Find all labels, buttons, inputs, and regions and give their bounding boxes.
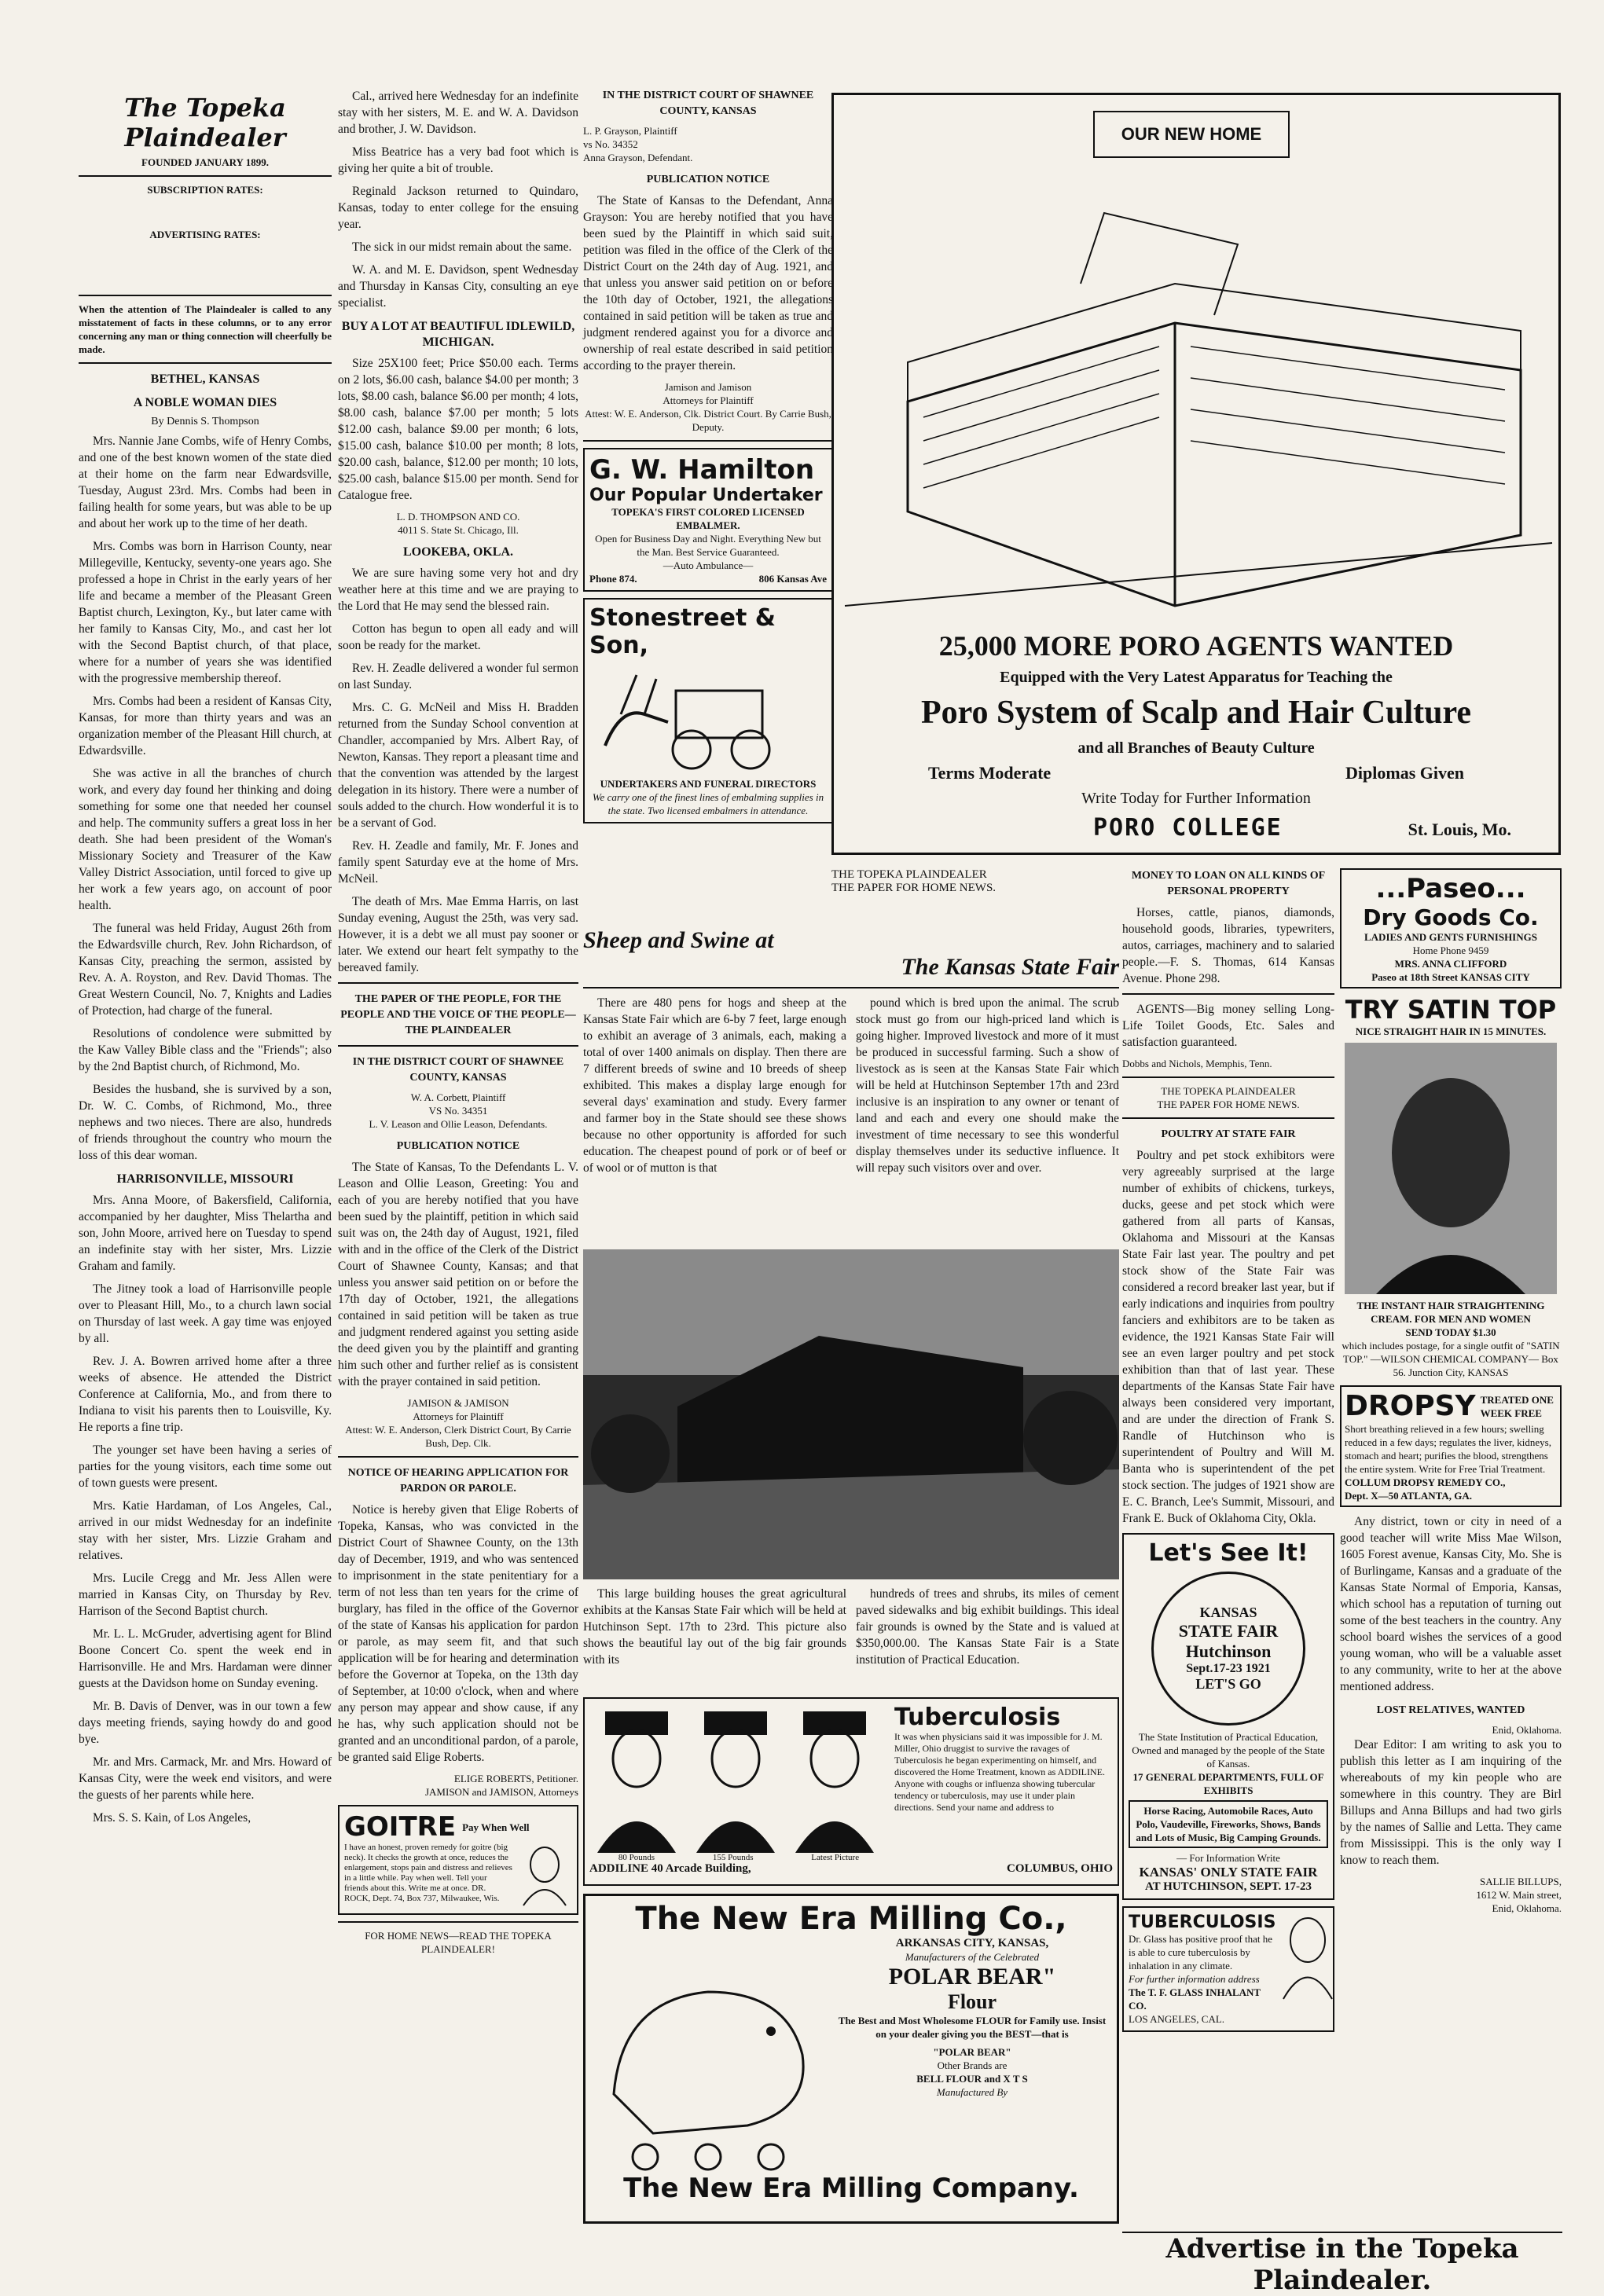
paseo-title: ...Paseo... — [1375, 873, 1526, 904]
sheep-swine-block — [583, 927, 1119, 1249]
masthead-founded: FOUNDED JANUARY 1899. — [141, 156, 269, 168]
satin-sub: NICE STRAIGHT HAIR IN 15 MINUTES. — [1355, 1025, 1547, 1037]
fair-where: AT HUTCHINSON, SEPT. 17-23 — [1144, 1880, 1312, 1893]
stonestreet-name: Stonestreet & Son, — [589, 604, 776, 659]
paragraph: Reginald Jackson returned to Quindaro, Kansas, today to enter college for the ensuing year. — [338, 185, 578, 231]
poro-location: St. Louis, Mo. — [1408, 820, 1511, 839]
kansas-state-fair-ad — [1122, 1533, 1334, 1900]
money-heading: MONEY TO LOAN ON ALL KINDS OF PERSONAL PROPERTY — [1131, 870, 1326, 897]
agents-sign: Dobbs and Nichols, Memphis, Tenn. — [1122, 1058, 1272, 1069]
satin-top-portrait — [1345, 1043, 1557, 1294]
hamilton-address: 806 Kansas Ave — [758, 573, 827, 585]
poultry-heading: POULTRY AT STATE FAIR — [1161, 1128, 1296, 1140]
hamilton-name: G. W. Hamilton — [589, 454, 815, 486]
dropsy-ad — [1340, 1385, 1562, 1507]
satin-text: which includes postage, for a single outfit of "SATIN TOP." —WILSON CHEMICAL COMPANY— Box 56. Junction City, KANSAS — [1342, 1340, 1560, 1378]
court-parties: W. A. Corbett, Plaintiff VS No. 34351 L. V. Leason and Ollie Leason, Defendants. — [369, 1091, 548, 1130]
teacher-text: Any district, town or city in need of a good teacher will write Miss Mae Wilson, 1605 Forest avenue, Kansas City, Mo. She is of Burlingame, Kansas and a graduate of the Kansas State Normal of Emporia, Kansas, which school has a reputation of turning out some of the best teachers in the country. Any school board wishes the services of a good young woman, who will be a valuable asset to any community, write to her at the above mentioned address. — [1340, 1515, 1562, 1693]
polar-bear-icon — [590, 1937, 826, 2173]
advertising-header: ADVERTISING RATES: — [149, 229, 261, 240]
mill-footer: The New Era Milling Company. — [623, 2173, 1079, 2204]
goitre-title: GOITRE — [344, 1811, 457, 1843]
dropsy-address: Dept. X—50 ATLANTA, GA. — [1345, 1490, 1473, 1502]
mill-product: Flour — [947, 1990, 997, 2013]
tb2-more: For further information address — [1129, 1973, 1260, 1985]
satin-title: TRY SATIN TOP — [1345, 995, 1557, 1025]
poro-diplomas: Diplomas Given — [1345, 763, 1464, 783]
goitre-text: I have an honest, proven remedy for goitre (big neck). It checks the growth at once, reduces the enlargement, stops pain and distress and relieves in a little while. Pay when well. Tell your friends about this. Write me at once. DR. ROCK, Dept. 74, Box 737, Milwaukee, Wis. — [344, 1843, 512, 1903]
paseo-address: Paseo at 18th Street KANSAS CITY — [1371, 971, 1530, 983]
parole-sign: ELIGE ROBERTS, Petitioner. JAMISON and JAMISON, Attorneys — [424, 1773, 578, 1798]
court-text: The State of Kansas to the Defendant, Anna Grayson: You are hereby notified that you have been sued by the Plaintiff in which said suit, petition was filed in the office of the Clerk of the District Court on the 24th day of Aug. 1921, and that unless you answer said petition on or before the 10th day of October, 1921, the allegations contained in said petition will be taken as true and judgment rendered against you for a divorce and ownership of real estate described in said petition according to the prayer therein. — [583, 194, 833, 372]
paragraph: The Jitney took a load of Harrisonville people over to Pleasant Hill, Mo., to a church lawn social on Thursday of last week. A gay time was enjoyed by all. — [79, 1282, 332, 1345]
new-era-milling-ad — [583, 1894, 1119, 2224]
stonestreet-text: We carry one of the finest lines of embalming supplies in the state. Two licensed embalmers in attendance. — [592, 791, 824, 816]
goitre-ad — [338, 1805, 578, 1915]
court-heading: IN THE DISTRICT COURT OF SHAWNEE COUNTY, KANSAS — [352, 1056, 564, 1084]
idlewild-sign: L. D. THOMPSON AND CO. — [396, 511, 520, 523]
paragraph: Mr. and Mrs. Carmack, Mr. and Mrs. Howard of Kansas City, were the week end visitors, and were the guests of her parents while here. — [79, 1755, 332, 1802]
idlewild-address: 4011 S. State St. Chicago, Ill. — [398, 524, 519, 536]
money-text: Horses, cattle, pianos, diamonds, household goods, libraries, typewriters, autos, carriages, machinery and to salaried people.—F. S. Thomas, 614 Kansas Avenue. Phone 298. — [1122, 906, 1334, 985]
man-portrait-icon — [688, 1704, 783, 1853]
tb2-text: Dr. Glass has positive proof that he is able to cure tuberculosis by inhalation in any climate. — [1129, 1933, 1273, 1971]
hearse-carriage-icon — [589, 659, 825, 777]
mill-location: ARKANSAS CITY, KANSAS, — [895, 1937, 1049, 1949]
paseo-phone: Home Phone 9459 — [1412, 944, 1489, 956]
paragraph: Rev. J. A. Bowren arrived home after a three weeks of absence. He attended the District Conference at California, Mo., and from there to Indiana to visit his parents then to Louisville, Ky. He reports a fine trip. — [79, 1355, 332, 1434]
column-5 — [1122, 868, 1334, 2235]
mill-name: The New Era Milling Co., — [635, 1901, 1067, 1937]
paragraph: Besides the husband, she is survived by a son, Dr. W. C. Combs, of Richmond, Mo., three nephews and two nieces. There are also, hundreds of friends throughout the country who mourn the loss of this dear woman. — [79, 1083, 332, 1162]
lost-place: Enid, Oklahoma. — [1492, 1724, 1562, 1736]
court-sign: JAMISON & JAMISON Attorneys for Plaintiff Attest: W. E. Anderson, Clerk District Court, By Carrie Bush, Dep. Clk. — [345, 1397, 571, 1449]
agents-text: AGENTS—Big money selling Long-Life Toilet Goods, Etc. Sales and satisfaction guaranteed. — [1122, 1003, 1334, 1049]
advertise-text: Advertise in the Topeka Plaindealer. — [1165, 2233, 1519, 2296]
plaindealer-slogan: THE PAPER OF THE PEOPLE, FOR THE PEOPLE AND THE VOICE OF THE PEOPLE—THE PLAINDEALER — [340, 993, 576, 1036]
hamilton-line2: Open for Business Day and Night. Everything New but the Man. Best Service Guaranteed. — [595, 533, 821, 558]
court-notice: PUBLICATION NOTICE — [396, 1140, 520, 1152]
poro-college-ad — [831, 93, 1561, 855]
paseo-dry-goods-ad — [1340, 868, 1562, 988]
sheep-title-1: Sheep and Swine at — [583, 927, 774, 953]
column-4 — [831, 868, 1119, 931]
paragraph: Resolutions of condolence were submitted by the Kaw Valley Bible class and the "Friends"; also by the 2nd Baptist church, of Richmond, Mo. — [79, 1027, 332, 1073]
harrisonville-dateline: HARRISONVILLE, MISSOURI — [116, 1172, 294, 1186]
tb-footer-left: ADDILINE 40 Arcade Building, — [589, 1862, 751, 1875]
mill-brand-2: "POLAR BEAR" — [933, 2046, 1011, 2058]
fair-depts: 17 GENERAL DEPARTMENTS, FULL OF EXHIBITS — [1132, 1771, 1324, 1796]
man-portrait-icon — [589, 1704, 684, 1853]
mill-brand: POLAR BEAR" — [888, 1964, 1056, 1990]
dropsy-title: DROPSY — [1345, 1390, 1476, 1422]
fair-text: The State Institution of Practical Education, Owned and managed by the people of the State of Kansas. — [1132, 1731, 1325, 1770]
tb-label: Latest Picture — [811, 1853, 860, 1862]
paragraph: The sick in our midst remain about the same. — [352, 240, 572, 254]
masthead-notice: When the attention of The Plaindealer is called to any misstatement of facts in these columns, or to any error concerning any man or thing connection will cheerfully be made. — [79, 303, 332, 355]
paragraph: W. A. and M. E. Davidson, spent Wednesday and Thursday in Kansas City, consulting an eye specialist. — [338, 263, 578, 310]
paragraph: Mrs. Combs was born in Harrison County, near Millegeville, Kentucky, seventy-one years ago. She professed a hope in Christ in the early years of her life and became a member of the Pleasant Green Baptist church, Lexington, Ky., but later came with her family to Kansas City, Mo., and cast her lot with the Second Baptist church, of that place, where for a number of years she was identified with the progressive membership thereof. — [79, 540, 332, 685]
fair-badge-1: KANSAS — [1199, 1605, 1257, 1620]
paragraph: We are sure having some very hot and dry weather here at this time and we are praying to the Lord that He may send the blessed rain. — [338, 567, 578, 613]
poro-system: Poro System of Scalp and Hair Culture — [920, 695, 1472, 731]
mill-makers: Manufacturers of the Celebrated — [905, 1951, 1040, 1963]
idlewild-text: Size 25X100 feet; Price $50.00 each. Terms on 2 lots, $6.00 cash, balance $4.00 per month; 3 lots, $8.00 cash, balance $6.00 per month; 4 lots, $8.00 cash, balance $7.00 per month; 5 lots $12.00 cash, balance $9.00 per month; 6 lots, $15.00 cash, balance $10.00 per month; 8 lots, $20.00 cash, balance, $12.00 per month; 10 lots, $25.00 cash, balance $15.00 per month. Send for Catalogue free. — [338, 357, 578, 502]
tb-label: 80 Pounds — [618, 1853, 655, 1862]
dropsy-tag: TREATED ONE WEEK FREE — [1480, 1393, 1554, 1419]
court-sign: Jamison and Jamison Attorneys for Plaintiff Attest: W. E. Anderson, Clk. District Court. By Carrie Bush, Deputy. — [585, 381, 831, 433]
poro-college-name: PORO COLLEGE — [1093, 814, 1283, 842]
paragraph: Mrs. C. G. McNeil and Miss H. Bradden returned from the Sunday School convention at Chandler, accompanied by Mrs. Albert Ray, of Newton, Kansas. They report a pleasant time and that the convention was attended by the largest delegation in its history. There were a number of souls added to the church. How wonderful it is to be a servant of God. — [338, 701, 578, 830]
paragraph: Rev. H. Zeadle delivered a wonder ful sermon on last Sunday. — [338, 662, 578, 691]
paragraph: The funeral was held Friday, August 26th from the Edwardsville church, Rev. John Richardson, of Kansas City, preaching the sermon, assisted by Rev. A. A. Royston, and Rev. David Thomas. The Great Western Council, No. 7, Knights and Ladies of Protection, had charge of the funeral. — [79, 922, 332, 1018]
tb-label: 155 Pounds — [712, 1853, 754, 1862]
lost-text: Dear Editor: I am writing to ask you to publish this letter as I am inquiring of the whereabouts of my kin people who are somewhere in this country. They are Birl Billups and Anna Billups and had two girls by the names of Sallie and Letta. They came from Mississippi. This is the only way I know to reach them. — [1340, 1738, 1562, 1867]
photo-caption-left: This large building houses the great agricultural exhibits at the Kansas State Fair which will be held at Hutchinson Sept. 17th to 23rd. This picture also shows the beautiful lay out of the big fair grounds with its — [583, 1587, 846, 1667]
masthead-title: The Topeka Plaindealer — [124, 93, 286, 152]
fair-only: KANSAS' ONLY STATE FAIR — [1139, 1865, 1318, 1880]
fair-info: — For Information Write — [1176, 1852, 1280, 1864]
poultry-text: Poultry and pet stock exhibitors were very agreeably surprised at the large number of exhibits of chickens, turkeys, ducks, geese and pet stock which were gathered from all parts of Kansas, Oklahoma and Missouri at the Kansas State Fair last year. The poultry and pet stock show of the State Fair was considered a record breaker last year, but if early indications and inquiries from poultry fanciers and exhibitors are to be taken as evidence, the 1921 Kansas State Fair will see an even larger poultry and pet stock exhibition than that of last year. These departments of the Kansas State Fair have always been considered very important, and are under the direction of Frank S. Randle of Hutchinson who is superintendent of Poultry and Will M. Banta who is superintendent of the pet stock section. The judges of 1921 show are E. C. Branch, Lee's Summit, Missouri, and Frank E. Buck of Oklahoma City, Okla. — [1122, 1149, 1334, 1525]
paseo-sub: LADIES AND GENTS FURNISHINGS — [1364, 931, 1537, 943]
paragraph: Cal., arrived here Wednesday for an indefinite stay with her sisters, M. E. and W. A. Davidson and brother, J. W. Davidson. — [338, 90, 578, 136]
lost-sign: SALLIE BILLUPS, 1612 W. Main street, Enid, Oklahoma. — [1476, 1876, 1562, 1914]
sheep-title-2: The Kansas State Fair — [901, 954, 1119, 980]
paragraph: Cotton has begun to open all eady and will soon be ready for the market. — [338, 622, 578, 652]
tb-title: Tuberculosis — [894, 1704, 1061, 1731]
satin-caption: THE INSTANT HAIR STRAIGHTENING CREAM. FOR MEN AND WOMEN — [1356, 1300, 1545, 1325]
parole-text: Notice is hereby given that Elige Roberts of Topeka, Kansas, who was convicted in the District Court of Shawnee County, on the 13th day of December, 1919, and who was sentenced to imprisonment in the state penitentiary for a term of not less than ten years for the crime of burglary, has filed in the office of the Governor of the state of Kansas his application for pardon or parole, as may seem fit, and that such application will be for hearing and determination before the Governor at Topeka, on the 13th day of September, at 10:00 o'clock, when and where any person may appear and show cause, if any he has, why such application should not be granted and an unconditional pardon, of a parole, be granted said Elige Roberts. — [338, 1503, 578, 1764]
dropsy-company: COLLUM DROPSY REMEDY CO., — [1345, 1476, 1506, 1488]
glass-tuberculosis-ad — [1122, 1906, 1334, 2032]
paragraph: The death of Mrs. Mae Emma Harris, on last Sunday evening, August the 25th, was very sad. However, it is a debt we all must pay sooner or later. We extend our heart felt sympathy to the bereaved family. — [338, 895, 578, 974]
fair-photo-block — [583, 1249, 1119, 1689]
paragraph: Mr. L. L. McGruder, advertising agent for Blind Boone Concert Co. spent the week end in Harrisonville. He and Mrs. Hardaman were dinner guests at the Davidson home on Sunday evening. — [79, 1627, 332, 1690]
fair-badge-3: Hutchinson — [1185, 1641, 1272, 1661]
subscription-header: SUBSCRIPTION RATES: — [147, 184, 263, 196]
plaindealer-home-news: THE TOPEKA PLAINDEALER THE PAPER FOR HOME NEWS. — [1157, 1085, 1300, 1110]
poro-branches: and all Branches of Beauty Culture — [1077, 739, 1315, 757]
hamilton-phone: Phone 874. — [589, 573, 637, 585]
paseo-name: Dry Goods Co. — [1363, 904, 1539, 930]
satin-top-ad — [1340, 995, 1562, 1379]
tuberculosis-ad — [583, 1697, 1119, 1886]
idlewild-heading: BUY A LOT AT BEAUTIFUL IDLEWILD, MICHIGAN. — [341, 320, 575, 349]
fair-badge-5: LET'S GO — [1195, 1676, 1261, 1692]
paragraph: Mrs. Anna Moore, of Bakersfield, California, accompanied by her daughter, Miss Thelartha and son, John Moore, arrived here on Tuesday to spend an indefinite stay with her sister, Mrs. Lizzie Graham and family. — [79, 1194, 332, 1273]
goitre-tag: Pay When Well — [462, 1821, 530, 1833]
column-6 — [1340, 868, 1562, 2204]
stonestreet-ad — [583, 598, 833, 823]
poro-banner: OUR NEW HOME — [1121, 124, 1262, 144]
lookeba-dateline: LOOKEBA, OKLA. — [402, 545, 514, 559]
paragraph: Mrs. Combs had been a resident of Kansas City, Kansas, for more than thirty years and was an organization member of the Pleasant Hill church, at Edwardsville. — [79, 695, 332, 757]
poro-headline: 25,000 MORE PORO AGENTS WANTED — [938, 630, 1454, 662]
mill-text: The Best and Most Wholesome FLOUR for Family use. Insist on your dealer giving you the BEST—that is — [838, 2015, 1107, 2040]
hamilton-line3: —Auto Ambulance— — [663, 559, 754, 571]
hamilton-ad — [583, 448, 833, 592]
column-3 — [583, 88, 833, 858]
noble-woman-body — [79, 433, 332, 1164]
tb2-title: TUBERCULOSIS — [1129, 1913, 1276, 1932]
column-2 — [338, 88, 578, 2285]
fair-attractions: Horse Racing, Automobile Races, Auto Polo, Vaudeville, Fireworks, Shows, Bands and Lots of Music, Big Camping Grounds. — [1129, 1800, 1328, 1848]
bethel-dateline: BETHEL, KANSAS — [150, 372, 260, 386]
advertise-banner — [1122, 2232, 1562, 2296]
paragraph: She was active in all the branches of church work, and every day found her thinking and doing something for some one that needed her counsel and help. The community suffers a great loss in her death. She had been president of the Woman's Missionary Society and Treasurer of the Kaw Valley District Association, until forced to give up her work a few years ago, on account of poor health. — [79, 767, 332, 912]
home-news-footer: FOR HOME NEWS—READ THE TOPEKA PLAINDEALER! — [365, 1930, 552, 1955]
lost-heading: LOST RELATIVES, WANTED — [1376, 1704, 1525, 1716]
fair-building-photo — [583, 1249, 1119, 1579]
mill-made: Manufactured By — [936, 2086, 1008, 2098]
paragraph: Mr. B. Davis of Denver, was in our town a few days meeting friends, saying howdy do and good bye. — [79, 1700, 332, 1746]
paragraph: Mrs. Katie Hardaman, of Los Angeles, Cal., arrived in our midst Wednesday for an indefinite stay with her sister, Mrs. Lizzie Graham and relatives. — [79, 1499, 332, 1562]
court-notice: PUBLICATION NOTICE — [646, 174, 770, 185]
woman-portrait-icon — [1280, 1913, 1335, 1999]
paragraph: Mrs. S. S. Kain, of Los Angeles, — [93, 1811, 251, 1825]
paragraph: The younger set have been having a series of parties for the young visitors, each time some out of town guests were present. — [79, 1443, 332, 1490]
stonestreet-sub: UNDERTAKERS AND FUNERAL DIRECTORS — [600, 778, 817, 790]
paragraph: Mrs. Nannie Jane Combs, wife of Henry Combs, and one of the best known women of the state died at their home on the farm near Edwardsville, Tuesday, August 23rd. Mrs. Combs had been in failing health for some years, but was able to be up and about her work up to the time of her death. — [79, 435, 332, 530]
court-parties: L. P. Grayson, Plaintiff vs No. 34352 Anna Grayson, Defendant. — [583, 125, 693, 163]
paragraph: Miss Beatrice has a very bad foot which is giving her quite a bit of trouble. — [338, 145, 578, 175]
poro-write: Write Today for Further Information — [1081, 790, 1311, 807]
noble-woman-byline: By Dennis S. Thompson — [151, 416, 259, 427]
photo-caption-right: hundreds of trees and shrubs, its miles of cement paved sidewalks and big exhibit buildings. This ideal fair grounds is owned by the State and is valued at $350,000.00. The Kansas State Fair is a State institution of Practical Education. — [856, 1587, 1119, 1667]
fair-badge-2: STATE FAIR — [1178, 1621, 1279, 1641]
hamilton-sub: Our Popular Undertaker — [589, 486, 823, 505]
parole-heading: NOTICE OF HEARING APPLICATION FOR PARDON OR PAROLE. — [347, 1467, 569, 1495]
fair-badge-4: Sept.17-23 1921 — [1186, 1662, 1271, 1675]
paseo-owner: MRS. ANNA CLIFFORD — [1394, 958, 1507, 970]
hamilton-line1: TOPEKA'S FIRST COLORED LICENSED EMBALMER. — [611, 506, 805, 531]
man-portrait-icon — [787, 1704, 882, 1853]
dropsy-text: Short breathing relieved in a few hours; swelling reduced in a few days; regulates the liver, kidneys, stomach and heart; purifies the blood, strengthens the entire system. Write for Free Trial Treatment. — [1345, 1423, 1551, 1475]
woman-portrait-icon — [517, 1843, 572, 1905]
noble-woman-heading: A NOBLE WOMAN DIES — [133, 396, 277, 409]
plaindealer-home-news: THE TOPEKA PLAINDEALER THE PAPER FOR HOME NEWS. — [831, 868, 997, 894]
sheep-right-text: pound which is bred upon the animal. The scrub stock must go from our high-priced land which is going higher. Improved livestock and more of it must be produced in successful farming. Such a show of livestock as is seen at the Kansas State Fair which will be held at Hutchinson September 17th and 23rd inclusive is an inspiration to any owner or tenant of land and each and every one should make the investment of time necessary to see this wonderful display themselves under its seductive influence. It will repay such visitors over and over. — [856, 996, 1119, 1175]
tb2-address: LOS ANGELES, CAL. — [1129, 2013, 1225, 2025]
mill-other-2: BELL FLOUR and X T S — [916, 2073, 1028, 2085]
mill-other: Other Brands are — [937, 2059, 1008, 2071]
tb-text: It was when physicians said it was impossible for J. M. Miller, Ohio druggist to survive the ravages of Tuberculosis he began experimenting on himself, and discovered the Home Treatment, known as ADDILINE. Anyone with coughs or influenza showing tubercular tendency or tuberculosis, may use it under plain directions. Send your name and address to — [894, 1731, 1105, 1813]
tb-footer-right: COLUMBUS, OHIO — [1006, 1862, 1113, 1875]
paragraph: Rev. H. Zeadle and family, Mr. F. Jones and family spent Saturday eve at the home of Mrs. McNeil. — [338, 839, 578, 886]
poro-building-illustration — [845, 166, 1552, 622]
sheep-left-text: There are 480 pens for hogs and sheep at the Kansas State Fair which are 6-by 7 feet, large enough to exhibit an average of 3 animals, each, making a total of over 1400 animals on display. Then there are 7 different breeds of swine and 10 breeds of sheep exhibited. This makes a display large enough for several days' examination and study. Every farmer and farmer boy in the State should see these shows because no other opportunity is afforded for such education. The cheapest pound of pork or of beef or of wool or of mutton is that — [583, 996, 846, 1175]
paragraph: Mrs. Lucile Cregg and Mr. Jess Allen were married in Kansas City, on Thursday by Rev. Harrison of the Second Baptist church. — [79, 1572, 332, 1618]
poro-terms: Terms Moderate — [928, 763, 1052, 783]
fair-badge — [1151, 1572, 1305, 1726]
court-text: The State of Kansas, To the Defendants L. V. Leason and Ollie Leason, Greeting: You and each of you are hereby notified that you have been sued by the plaintiff, petition in which said suit was on, the 24th day of August, 1921, filed with and in the office of the Clerk of the District Court of Shawnee County, Kansas; and that unless you answer said petition on or before the 17th day of October, 1921, the allegations contained in said petition will be taken as true and judgment rendered against you setting aside the deed given you by the plaintiff and granting him such other and further relief as is consistent with the prayer contained in said petition. — [338, 1161, 578, 1388]
tb2-company: The T. F. GLASS INHALANT CO. — [1129, 1986, 1261, 2012]
harrisonville-body — [79, 1192, 332, 1826]
poro-equipped: Equipped with the Very Latest Apparatus for Teaching the — [1000, 669, 1393, 686]
court-heading: IN THE DISTRICT COURT OF SHAWNEE COUNTY, KANSAS — [602, 90, 814, 117]
column-1 — [79, 93, 332, 2285]
fair-title: Let's See It! — [1148, 1539, 1309, 1567]
satin-send: SEND TODAY $1.30 — [1405, 1326, 1496, 1338]
